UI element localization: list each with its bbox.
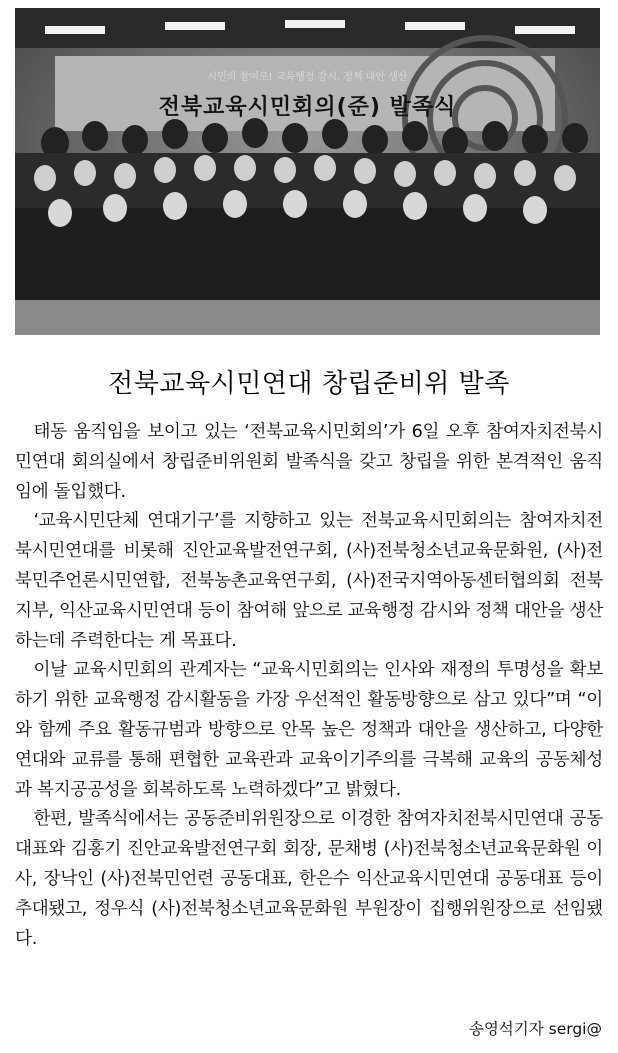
article-paragraph: 태동 움직임을 보이고 있는 ‘전북교육시민회의’가 6일 오후 참여자치전북시민연대 회의실에서 창립준비위원회 발족식을 갖고 창립을 위한 본격적인 움직임에 돌입했다. <box>15 422 603 502</box>
article-paragraph: ‘교육시민단체 연대기구’를 지향하고 있는 전북교육시민회의는 참여자치전북시민연대를 비롯해 진안교육발전연구회, (사)전북청소년교육문화원, (사)전북민주언론시민연합, 전북농촌교육연구회, (사)전국지역아동센터협의회 전북지부, 익산교육시민연대 등이 참여해 앞으로 교육행정 감시와 정책 대안을 생산하는데 주력한다는 게 목표다. <box>15 511 603 651</box>
photo-banner-subtitle: 시민의 참여로! 교육행정 감시, 정책 대안 생산 <box>207 72 408 83</box>
group-photo-illustration <box>15 8 600 335</box>
byline: 송영석기자 sergi@ <box>468 1020 602 1038</box>
photo-banner-title: 전북교육시민회의(준) 발족식 <box>158 95 457 120</box>
article-paragraph: 한편, 발족식에서는 공동준비위원장으로 이경한 참여자치전북시민연대 공동대표와 김홍기 진안교육발전연구회 회장, 문채병 (사)전북청소년교육문화원 이사, 장낙인 (사)전북민언련 공동대표, 한은수 익산교육시민연대 공동대표 등이 추대됐고, 정우식 (사)전북청소년교육문화원 부원장이 집행위원장으로 선임됐다. <box>15 809 603 949</box>
article-paragraph: 이날 교육시민회의 관계자는 “교육시민회의는 인사와 재정의 투명성을 확보하기 위한 교육행정 감시활동을 가장 우선적인 활동방향으로 삼고 있다”며 “이와 함께 주요 활동규범과 방향으로 안목 높은 정책과 대안을 생산하고, 다양한 연대와 교류를 통해 편협한 교육관과 교육이기주의를 극복해 교육의 공동체성과 복지공공성을 회복하도록 노력하겠다”고 밝혔다. <box>15 660 603 800</box>
group-photo <box>15 8 600 335</box>
article-body <box>15 418 603 954</box>
article-headline: 전북교육시민연대 창립준비위 발족 <box>108 369 510 399</box>
